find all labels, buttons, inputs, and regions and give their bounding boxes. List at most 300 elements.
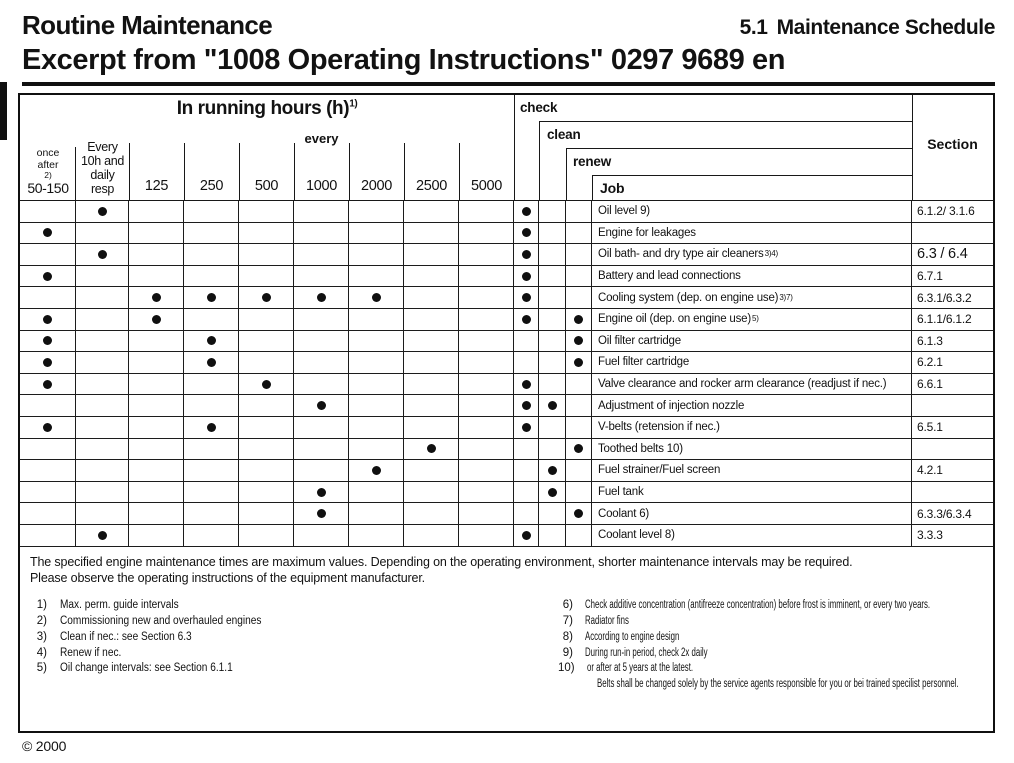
interval-cell-h1000-row-5 bbox=[294, 287, 349, 309]
chapter-title: Maintenance Schedule bbox=[776, 16, 995, 39]
interval-dot bbox=[574, 315, 583, 324]
renew-stair-line bbox=[592, 175, 912, 176]
job-cell: Cooling system (dep. on engine use) 3)7) bbox=[592, 287, 912, 309]
interval-cell-check-row-10 bbox=[514, 395, 539, 417]
interval-cell-h2500-row-1 bbox=[404, 201, 459, 223]
interval-cell-clean-row-7 bbox=[539, 331, 566, 353]
interval-cell-renew-row-14 bbox=[566, 482, 592, 504]
interval-cell-h125-row-8 bbox=[129, 352, 184, 374]
footnote-number: 6) bbox=[562, 599, 573, 611]
footnote-text: During run-in period, check 2x daily bbox=[585, 646, 708, 659]
interval-cell-h5000-row-14 bbox=[459, 482, 514, 504]
footnote bbox=[30, 630, 558, 646]
interval-cell-once-row-2 bbox=[20, 223, 76, 245]
interval-dot bbox=[317, 401, 326, 410]
interval-cell-h1000-row-4 bbox=[294, 266, 349, 288]
interval-cell-daily-row-5 bbox=[76, 287, 129, 309]
interval-cell-h250-row-7 bbox=[184, 331, 239, 353]
footnote-number: 2) bbox=[36, 614, 47, 627]
job-label: Coolant level 8) bbox=[598, 529, 675, 542]
interval-dot bbox=[207, 358, 216, 367]
footnote bbox=[558, 598, 1014, 614]
interval-cell-renew-row-3 bbox=[566, 244, 592, 266]
interval-cell-h125-row-1 bbox=[129, 201, 184, 223]
interval-cell-h2000-row-13 bbox=[349, 460, 404, 482]
section-cell: 6.5.1 bbox=[912, 417, 993, 439]
interval-cell-daily-row-7 bbox=[76, 331, 129, 353]
interval-cell-h1000-row-2 bbox=[294, 223, 349, 245]
interval-cell-h500-row-1 bbox=[239, 201, 294, 223]
interval-dot bbox=[522, 228, 531, 237]
interval-dot bbox=[262, 380, 271, 389]
interval-dot bbox=[152, 293, 161, 302]
interval-cell-h2000-row-2 bbox=[349, 223, 404, 245]
interval-cell-h2000-row-12 bbox=[349, 439, 404, 461]
interval-dot bbox=[372, 293, 381, 302]
interval-dot bbox=[522, 315, 531, 324]
footnote-text: Oil change intervals: see Section 6.1.1 bbox=[60, 662, 233, 675]
interval-cell-h125-row-15 bbox=[129, 503, 184, 525]
interval-cell-h2000-row-15 bbox=[349, 503, 404, 525]
interval-cell-daily-row-10 bbox=[76, 395, 129, 417]
interval-dot bbox=[522, 423, 531, 432]
interval-cell-h5000-row-15 bbox=[459, 503, 514, 525]
interval-cell-h250-row-4 bbox=[184, 266, 239, 288]
interval-cell-daily-row-6 bbox=[76, 309, 129, 331]
interval-cell-check-row-15 bbox=[514, 503, 539, 525]
interval-cell-h1000-row-10 bbox=[294, 395, 349, 417]
interval-cell-h5000-row-3 bbox=[459, 244, 514, 266]
interval-cell-daily-row-16 bbox=[76, 525, 129, 547]
interval-cell-renew-row-1 bbox=[566, 201, 592, 223]
interval-dot bbox=[98, 531, 107, 540]
interval-cell-renew-row-8 bbox=[566, 352, 592, 374]
section-cell bbox=[912, 482, 993, 504]
interval-cell-daily-row-14 bbox=[76, 482, 129, 504]
job-label: Oil filter cartridge bbox=[598, 334, 681, 347]
column-tick bbox=[349, 143, 350, 201]
check-column-header: check bbox=[520, 100, 558, 115]
interval-cell-h5000-row-8 bbox=[459, 352, 514, 374]
footnote bbox=[30, 646, 558, 662]
interval-cell-clean-row-13 bbox=[539, 460, 566, 482]
interval-cell-h5000-row-11 bbox=[459, 417, 514, 439]
job-cell bbox=[592, 331, 912, 353]
interval-dot bbox=[207, 336, 216, 345]
interval-dot bbox=[522, 401, 531, 410]
interval-cell-clean-row-1 bbox=[539, 201, 566, 223]
interval-cell-h5000-row-4 bbox=[459, 266, 514, 288]
interval-dot bbox=[317, 509, 326, 518]
footnote-text: Radiator fins bbox=[585, 614, 629, 627]
interval-cell-h250-row-11 bbox=[184, 417, 239, 439]
interval-cell-check-row-14 bbox=[514, 482, 539, 504]
footnotes bbox=[30, 598, 993, 693]
interval-cell-h2000-row-1 bbox=[349, 201, 404, 223]
interval-cell-h500-row-14 bbox=[239, 482, 294, 504]
interval-cell-h1000-row-12 bbox=[294, 439, 349, 461]
interval-cell-renew-row-16 bbox=[566, 525, 592, 547]
job-cell bbox=[592, 374, 912, 396]
interval-dot bbox=[522, 531, 531, 540]
section-column-header: Section bbox=[927, 136, 978, 152]
running-hours-header bbox=[20, 98, 514, 120]
interval-cell-h1000-row-9 bbox=[294, 374, 349, 396]
footnote-text: Clean if nec.: see Section 6.3 bbox=[60, 630, 192, 643]
clean-column-header: clean bbox=[547, 127, 581, 142]
interval-cell-renew-row-11 bbox=[566, 417, 592, 439]
footnote-continuation bbox=[597, 677, 1014, 693]
interval-cell-h250-row-5 bbox=[184, 287, 239, 309]
interval-dot bbox=[98, 250, 107, 259]
interval-cell-renew-row-13 bbox=[566, 460, 592, 482]
interval-dot bbox=[427, 444, 436, 453]
interval-dot bbox=[548, 488, 557, 497]
section-cell bbox=[912, 395, 993, 417]
interval-cell-renew-row-10 bbox=[566, 395, 592, 417]
interval-cell-daily-row-2 bbox=[76, 223, 129, 245]
interval-cell-clean-row-14 bbox=[539, 482, 566, 504]
interval-cell-h500-row-16 bbox=[239, 525, 294, 547]
interval-cell-check-row-6 bbox=[514, 309, 539, 331]
job-cell bbox=[592, 525, 912, 547]
interval-cell-h2500-row-7 bbox=[404, 331, 459, 353]
interval-cell-clean-row-2 bbox=[539, 223, 566, 245]
interval-cell-h2000-row-7 bbox=[349, 331, 404, 353]
job-cell bbox=[592, 352, 912, 374]
job-label: Valve clearance and rocker arm clearance (readjust if nec.) bbox=[598, 378, 887, 391]
section-cell: 6.3.1/6.3.2 bbox=[912, 287, 993, 309]
column-header-once-after bbox=[20, 147, 76, 196]
interval-cell-h2000-row-5 bbox=[349, 287, 404, 309]
interval-cell-daily-row-13 bbox=[76, 460, 129, 482]
footnote-text: According to engine design bbox=[585, 630, 680, 643]
job-label: Fuel strainer/Fuel screen bbox=[598, 464, 721, 477]
column-tick bbox=[404, 143, 405, 201]
interval-cell-clean-row-4 bbox=[539, 266, 566, 288]
interval-cell-renew-row-12 bbox=[566, 439, 592, 461]
section-cell: 4.2.1 bbox=[912, 460, 993, 482]
footnote bbox=[558, 646, 1014, 662]
interval-dot bbox=[522, 293, 531, 302]
interval-cell-h500-row-13 bbox=[239, 460, 294, 482]
interval-cell-h2500-row-5 bbox=[404, 287, 459, 309]
footnote-number: 4) bbox=[36, 646, 47, 659]
column-tick bbox=[184, 143, 185, 201]
interval-cell-h2000-row-10 bbox=[349, 395, 404, 417]
interval-cell-check-row-11 bbox=[514, 417, 539, 439]
interval-dot bbox=[43, 228, 52, 237]
hour-column-label-125: 125 bbox=[144, 178, 169, 194]
once-line1: once bbox=[36, 147, 60, 160]
interval-cell-h500-row-3 bbox=[239, 244, 294, 266]
once-line2: after bbox=[37, 159, 59, 172]
header-divider-line bbox=[566, 148, 567, 201]
interval-cell-once-row-9 bbox=[20, 374, 76, 396]
header-divider-line bbox=[539, 121, 540, 201]
interval-cell-renew-row-4 bbox=[566, 266, 592, 288]
interval-cell-check-row-2 bbox=[514, 223, 539, 245]
job-cell bbox=[592, 266, 912, 288]
interval-cell-h250-row-13 bbox=[184, 460, 239, 482]
interval-cell-h2000-row-3 bbox=[349, 244, 404, 266]
interval-cell-h250-row-9 bbox=[184, 374, 239, 396]
interval-dot bbox=[574, 358, 583, 367]
interval-cell-h5000-row-9 bbox=[459, 374, 514, 396]
section-cell: 6.6.1 bbox=[912, 374, 993, 396]
job-cell: Engine oil (dep. on engine use) 5) bbox=[592, 309, 912, 331]
interval-cell-h2000-row-8 bbox=[349, 352, 404, 374]
interval-cell-h5000-row-6 bbox=[459, 309, 514, 331]
job-label: Oil bath- and dry type air cleaners bbox=[598, 248, 764, 261]
interval-dot bbox=[574, 336, 583, 345]
interval-cell-check-row-9 bbox=[514, 374, 539, 396]
interval-cell-h250-row-2 bbox=[184, 223, 239, 245]
interval-cell-once-row-1 bbox=[20, 201, 76, 223]
job-label: Battery and lead connections bbox=[598, 270, 741, 283]
section-cell: 6.1.1/6.1.2 bbox=[912, 309, 993, 331]
interval-cell-h250-row-14 bbox=[184, 482, 239, 504]
interval-cell-h1000-row-16 bbox=[294, 525, 349, 547]
job-cell bbox=[592, 482, 912, 504]
interval-cell-h1000-row-8 bbox=[294, 352, 349, 374]
interval-cell-h1000-row-3 bbox=[294, 244, 349, 266]
footnote-text: or after at 5 years at the latest. bbox=[586, 662, 693, 675]
interval-cell-clean-row-10 bbox=[539, 395, 566, 417]
interval-dot bbox=[43, 315, 52, 324]
job-label: Toothed belts 10) bbox=[598, 442, 683, 455]
interval-cell-h2500-row-10 bbox=[404, 395, 459, 417]
job-label: Fuel tank bbox=[598, 486, 644, 499]
maintenance-note-paragraph bbox=[30, 554, 993, 588]
section-cell: 6.1.2/ 3.1.6 bbox=[912, 201, 993, 223]
footnote-number: 10) bbox=[558, 662, 575, 675]
clean-stair-line bbox=[566, 148, 912, 149]
interval-cell-clean-row-8 bbox=[539, 352, 566, 374]
interval-cell-h2500-row-16 bbox=[404, 525, 459, 547]
every-label: every bbox=[304, 131, 339, 146]
footnote bbox=[30, 598, 558, 614]
page-header bbox=[22, 10, 995, 86]
interval-cell-clean-row-6 bbox=[539, 309, 566, 331]
interval-cell-h2500-row-4 bbox=[404, 266, 459, 288]
footnote-number: 5) bbox=[36, 662, 47, 675]
interval-dot bbox=[207, 423, 216, 432]
interval-cell-h5000-row-1 bbox=[459, 201, 514, 223]
interval-cell-check-row-3 bbox=[514, 244, 539, 266]
interval-dot bbox=[574, 509, 583, 518]
copyright: © 2000 bbox=[22, 738, 67, 754]
hour-column-label-2500: 2500 bbox=[415, 178, 448, 194]
interval-cell-check-row-8 bbox=[514, 352, 539, 374]
job-label: Coolant 6) bbox=[598, 507, 650, 520]
interval-cell-h5000-row-2 bbox=[459, 223, 514, 245]
interval-cell-h125-row-4 bbox=[129, 266, 184, 288]
interval-dot bbox=[43, 358, 52, 367]
footnote bbox=[558, 630, 1014, 646]
footnote-text: Max. perm. guide intervals bbox=[60, 599, 179, 611]
interval-cell-h2500-row-15 bbox=[404, 503, 459, 525]
job-cell bbox=[592, 201, 912, 223]
footnote-text: Check additive concentration (antifreeze concentration) before frost is imminent, or every two years. bbox=[585, 599, 931, 611]
interval-cell-h5000-row-16 bbox=[459, 525, 514, 547]
footnotes-right bbox=[558, 598, 1014, 693]
note-line-1: The specified engine maintenance times are maximum values. Depending on the operating environment, shorter maintenance intervals may be required. bbox=[30, 554, 853, 569]
header-row bbox=[22, 10, 995, 41]
interval-cell-h125-row-11 bbox=[129, 417, 184, 439]
interval-cell-h500-row-8 bbox=[239, 352, 294, 374]
running-hours-text: In running hours (h) bbox=[176, 98, 350, 119]
interval-cell-h1000-row-1 bbox=[294, 201, 349, 223]
job-cell bbox=[592, 460, 912, 482]
interval-cell-h5000-row-7 bbox=[459, 331, 514, 353]
interval-cell-h500-row-4 bbox=[239, 266, 294, 288]
interval-cell-h250-row-12 bbox=[184, 439, 239, 461]
once-range: 50-150 bbox=[27, 179, 69, 196]
job-column-header: Job bbox=[600, 180, 625, 196]
hour-column-label-250: 250 bbox=[199, 178, 224, 194]
interval-dot bbox=[522, 380, 531, 389]
interval-dot bbox=[372, 466, 381, 475]
interval-cell-h250-row-16 bbox=[184, 525, 239, 547]
section-cell bbox=[912, 439, 993, 461]
daily-line1: Every bbox=[87, 140, 118, 154]
section-cell: 6.2.1 bbox=[912, 352, 993, 374]
interval-dot bbox=[207, 293, 216, 302]
interval-cell-h125-row-2 bbox=[129, 223, 184, 245]
interval-cell-h1000-row-15 bbox=[294, 503, 349, 525]
interval-cell-renew-row-6 bbox=[566, 309, 592, 331]
interval-dot bbox=[317, 293, 326, 302]
interval-cell-once-row-7 bbox=[20, 331, 76, 353]
interval-cell-h250-row-8 bbox=[184, 352, 239, 374]
job-label: Cooling system (dep. on engine use) bbox=[598, 291, 779, 304]
interval-cell-h2500-row-14 bbox=[404, 482, 459, 504]
interval-cell-h125-row-5 bbox=[129, 287, 184, 309]
interval-cell-h2500-row-2 bbox=[404, 223, 459, 245]
footnote-text: Belts shall be changed solely by the service agents responsible for you or bei trained specilist personnel. bbox=[597, 678, 959, 691]
job-cell bbox=[592, 503, 912, 525]
section-cell bbox=[912, 223, 993, 245]
job-cell: Oil bath- and dry type air cleaners 3)4) bbox=[592, 244, 912, 266]
interval-cell-h1000-row-11 bbox=[294, 417, 349, 439]
header-divider-line bbox=[514, 95, 515, 201]
interval-cell-daily-row-15 bbox=[76, 503, 129, 525]
interval-cell-check-row-1 bbox=[514, 201, 539, 223]
interval-cell-h500-row-6 bbox=[239, 309, 294, 331]
job-cell bbox=[592, 395, 912, 417]
hour-column-label-1000: 1000 bbox=[305, 178, 338, 194]
interval-cell-renew-row-7 bbox=[566, 331, 592, 353]
interval-cell-h2500-row-8 bbox=[404, 352, 459, 374]
interval-cell-once-row-4 bbox=[20, 266, 76, 288]
interval-dot bbox=[522, 250, 531, 259]
column-tick bbox=[294, 143, 295, 201]
hour-column-label-2000: 2000 bbox=[360, 178, 393, 194]
footnote-number: 1) bbox=[36, 599, 47, 611]
interval-cell-h1000-row-14 bbox=[294, 482, 349, 504]
interval-cell-h500-row-15 bbox=[239, 503, 294, 525]
interval-cell-h500-row-10 bbox=[239, 395, 294, 417]
interval-cell-once-row-13 bbox=[20, 460, 76, 482]
interval-cell-h125-row-7 bbox=[129, 331, 184, 353]
renew-column-header: renew bbox=[573, 154, 612, 169]
interval-cell-h250-row-3 bbox=[184, 244, 239, 266]
interval-cell-h125-row-9 bbox=[129, 374, 184, 396]
interval-cell-check-row-4 bbox=[514, 266, 539, 288]
interval-cell-renew-row-15 bbox=[566, 503, 592, 525]
footnote bbox=[558, 661, 1014, 677]
interval-dot bbox=[43, 423, 52, 432]
interval-cell-check-row-13 bbox=[514, 460, 539, 482]
hour-column-label-500: 500 bbox=[254, 178, 279, 194]
interval-cell-daily-row-12 bbox=[76, 439, 129, 461]
chapter-heading bbox=[740, 16, 995, 40]
footnote-text: Renew if nec. bbox=[60, 646, 122, 659]
section-cell: 3.3.3 bbox=[912, 525, 993, 547]
header-divider-line bbox=[592, 175, 593, 201]
interval-dot bbox=[317, 488, 326, 497]
interval-cell-once-row-6 bbox=[20, 309, 76, 331]
interval-cell-h125-row-14 bbox=[129, 482, 184, 504]
interval-cell-renew-row-5 bbox=[566, 287, 592, 309]
chapter-number: 5.1 bbox=[739, 16, 768, 39]
interval-cell-check-row-5 bbox=[514, 287, 539, 309]
interval-cell-renew-row-2 bbox=[566, 223, 592, 245]
interval-cell-h500-row-12 bbox=[239, 439, 294, 461]
job-cell bbox=[592, 223, 912, 245]
daily-line3: daily bbox=[90, 168, 115, 182]
footnotes-left bbox=[30, 598, 558, 693]
interval-cell-daily-row-3 bbox=[76, 244, 129, 266]
job-label: Adjustment of injection nozzle bbox=[598, 399, 745, 412]
interval-cell-h250-row-1 bbox=[184, 201, 239, 223]
footnote-text: Commissioning new and overhauled engines bbox=[60, 614, 262, 627]
interval-cell-once-row-5 bbox=[20, 287, 76, 309]
interval-cell-h125-row-16 bbox=[129, 525, 184, 547]
interval-cell-h2000-row-11 bbox=[349, 417, 404, 439]
section-cell: 6.1.3 bbox=[912, 331, 993, 353]
interval-cell-h250-row-15 bbox=[184, 503, 239, 525]
interval-cell-h2500-row-9 bbox=[404, 374, 459, 396]
interval-dot bbox=[152, 315, 161, 324]
interval-cell-h1000-row-6 bbox=[294, 309, 349, 331]
interval-cell-h125-row-10 bbox=[129, 395, 184, 417]
interval-cell-once-row-15 bbox=[20, 503, 76, 525]
section-cell: 6.7.1 bbox=[912, 266, 993, 288]
page-title: Routine Maintenance bbox=[22, 10, 273, 40]
interval-dot bbox=[548, 466, 557, 475]
interval-cell-clean-row-12 bbox=[539, 439, 566, 461]
interval-cell-h1000-row-7 bbox=[294, 331, 349, 353]
footnote-number: 9) bbox=[562, 646, 573, 659]
job-label: Oil level 9) bbox=[598, 205, 650, 218]
column-tick bbox=[239, 143, 240, 201]
interval-dot bbox=[574, 444, 583, 453]
interval-cell-h500-row-5 bbox=[239, 287, 294, 309]
column-tick bbox=[129, 143, 130, 201]
interval-cell-h5000-row-12 bbox=[459, 439, 514, 461]
job-label: Fuel filter cartridge bbox=[598, 356, 690, 369]
interval-cell-h250-row-6 bbox=[184, 309, 239, 331]
job-label: Engine for leakages bbox=[598, 226, 696, 239]
interval-cell-h125-row-13 bbox=[129, 460, 184, 482]
interval-cell-once-row-10 bbox=[20, 395, 76, 417]
interval-cell-h5000-row-10 bbox=[459, 395, 514, 417]
page-subtitle: Excerpt from "1008 Operating Instructions" 0297 9689 en bbox=[22, 44, 995, 86]
interval-cell-once-row-16 bbox=[20, 525, 76, 547]
interval-cell-clean-row-9 bbox=[539, 374, 566, 396]
